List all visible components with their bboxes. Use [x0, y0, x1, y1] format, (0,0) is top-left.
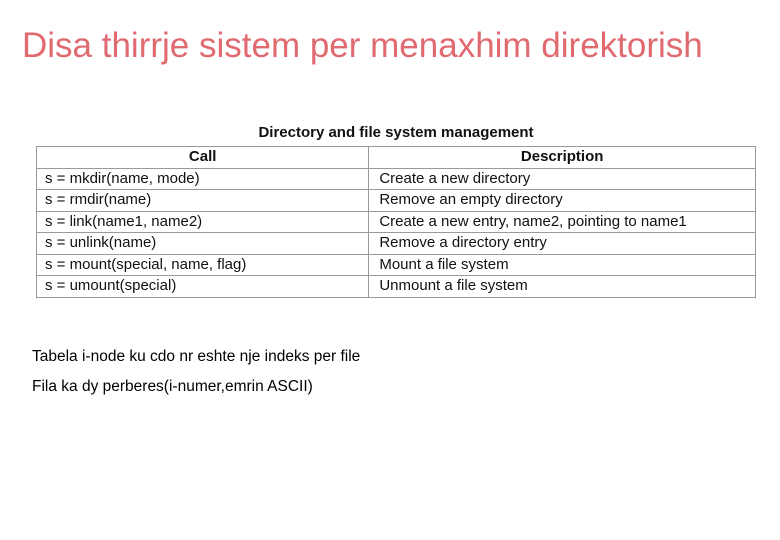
table-row [37, 254, 756, 276]
table-row [37, 233, 756, 255]
table-row [37, 211, 756, 233]
description-cell: Unmount a file system [369, 276, 756, 298]
description-cell: Create a new entry, name2, pointing to name1 [369, 211, 756, 233]
call-cell: s = mount(special, name, flag) [37, 254, 369, 276]
call-cell: s = unlink(name) [37, 233, 369, 255]
call-cell: s = umount(special) [37, 276, 369, 298]
call-cell: s = link(name1, name2) [37, 211, 369, 233]
body-text-file-parts: Fila ka dy perberes(i-numer,emrin ASCII) [32, 378, 313, 395]
table-row [37, 276, 756, 298]
description-cell: Remove a directory entry [369, 233, 756, 255]
description-cell: Create a new directory [369, 168, 756, 190]
header-call: Call [37, 147, 369, 169]
table-caption: Directory and file system management [258, 124, 534, 141]
description-cell: Remove an empty directory [369, 190, 756, 212]
table-row [37, 190, 756, 212]
header-description: Description [369, 147, 756, 169]
table-row [37, 168, 756, 190]
call-cell: s = mkdir(name, mode) [37, 168, 369, 190]
slide-title: Disa thirrje sistem per menaxhim direktorish [22, 26, 703, 65]
description-cell: Mount a file system [369, 254, 756, 276]
call-cell: s = rmdir(name) [37, 190, 369, 212]
body-text-inode: Tabela i-node ku cdo nr eshte nje indeks per file [32, 348, 361, 365]
system-calls-table [36, 146, 756, 298]
table-header-row [37, 147, 756, 169]
